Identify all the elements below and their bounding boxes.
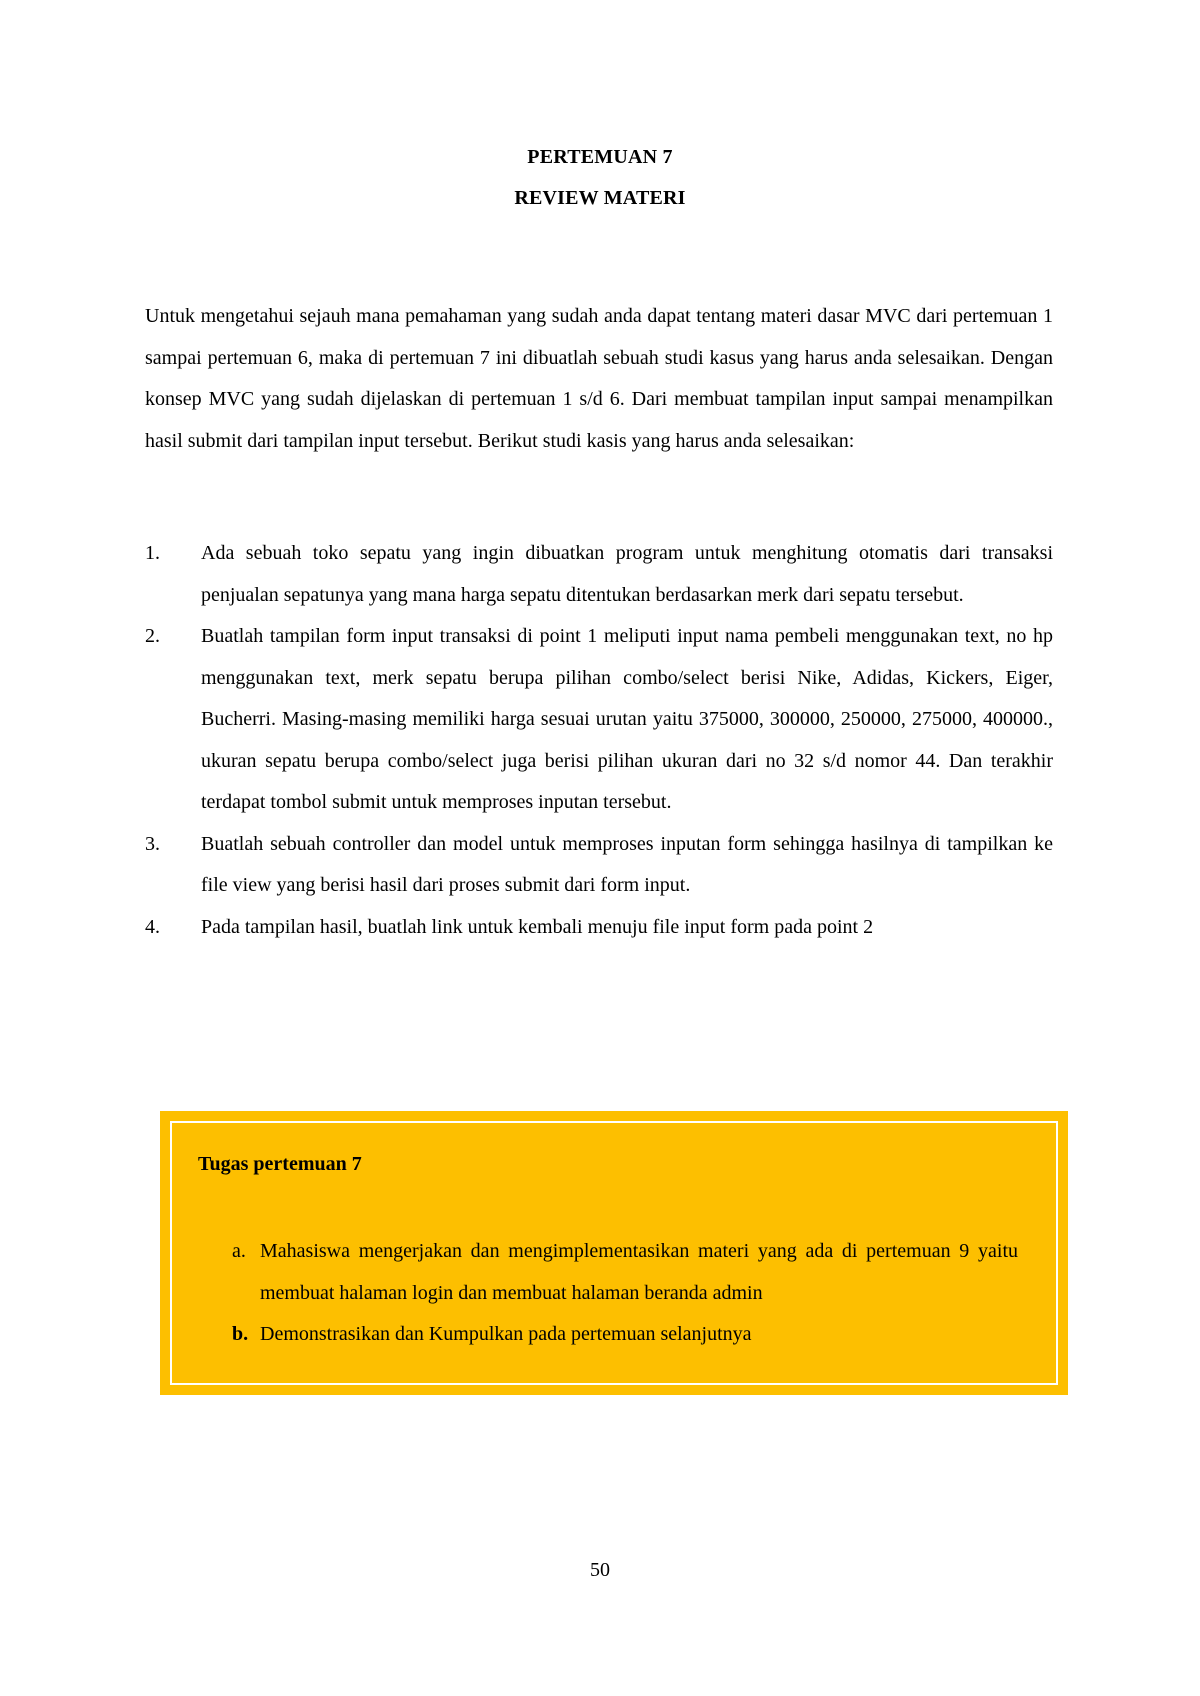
list-item xyxy=(145,907,1053,949)
page-subtitle: REVIEW MATERI xyxy=(514,187,686,209)
list-item-text: Ada sebuah toko sepatu yang ingin dibuatkan program untuk menghitung otomatis dari transaksi penjualan sepatunya yang mana harga sepatu ditentukan berdasarkan merk dari sepatu tersebut. xyxy=(201,542,1053,606)
task-item xyxy=(232,1231,1018,1314)
task-item-text: Mahasiswa mengerjakan dan mengimplementasikan materi yang ada di pertemuan 9 yaitu membuat halaman login dan membuat halaman beranda admin xyxy=(260,1240,1018,1304)
list-item xyxy=(145,616,1053,824)
task-list xyxy=(232,1231,1018,1356)
list-item xyxy=(145,824,1053,907)
task-box xyxy=(160,1111,1068,1395)
page-number: 50 xyxy=(590,1559,610,1581)
list-item-text: Pada tampilan hasil, buatlah link untuk kembali menuju file input form pada point 2 xyxy=(201,915,874,938)
list-item xyxy=(145,533,1053,616)
task-item-text: Demonstrasikan dan Kumpulkan pada pertemuan selanjutnya xyxy=(260,1323,752,1345)
intro-paragraph: Untuk mengetahui sejauh mana pemahaman yang sudah anda dapat tentang materi dasar MVC dari pertemuan 1 sampai pertemuan 6, maka di pertemuan 7 ini dibuatlah sebuah studi kasus yang harus anda selesaikan. Dengan konsep MVC yang sudah dijelaskan di pertemuan 1 s/d 6. Dari membuat tampilan input sampai menampilkan hasil submit dari tampilan input tersebut. Berikut studi kasis yang harus anda selesaikan: xyxy=(145,305,1053,452)
task-item-marker: b. xyxy=(232,1323,249,1345)
list-item-number: 2. xyxy=(145,625,160,647)
task-title: Tugas pertemuan 7 xyxy=(198,1153,362,1175)
task-item xyxy=(232,1314,1018,1356)
case-study-list xyxy=(145,533,1053,948)
page-title: PERTEMUAN 7 xyxy=(527,146,673,168)
list-item-text: Buatlah sebuah controller dan model untuk memproses inputan form sehingga hasilnya di tampilkan ke file view yang berisi hasil dari proses submit dari form input. xyxy=(201,832,1053,896)
list-item-text: Buatlah tampilan form input transaksi di point 1 meliputi input nama pembeli menggunakan text, no hp menggunakan text, merk sepatu berupa pilihan combo/select berisi Nike, Adidas, Kickers, Eiger, Bucherri. Masing-masing memiliki harga sesuai urutan yaitu 375000, 300000, 250000, 275000, 400000., ukuran sepatu berupa combo/select juga berisi pilihan ukuran dari no 32 s/d nomor 44. Dan terakhir terdapat tombol submit untuk memproses inputan tersebut. xyxy=(201,625,1053,813)
list-item-number: 3. xyxy=(145,832,160,855)
list-item-number: 4. xyxy=(145,915,160,938)
task-item-marker: a. xyxy=(232,1240,246,1262)
list-item-number: 1. xyxy=(145,542,160,564)
task-box-inner-border xyxy=(170,1121,1058,1385)
